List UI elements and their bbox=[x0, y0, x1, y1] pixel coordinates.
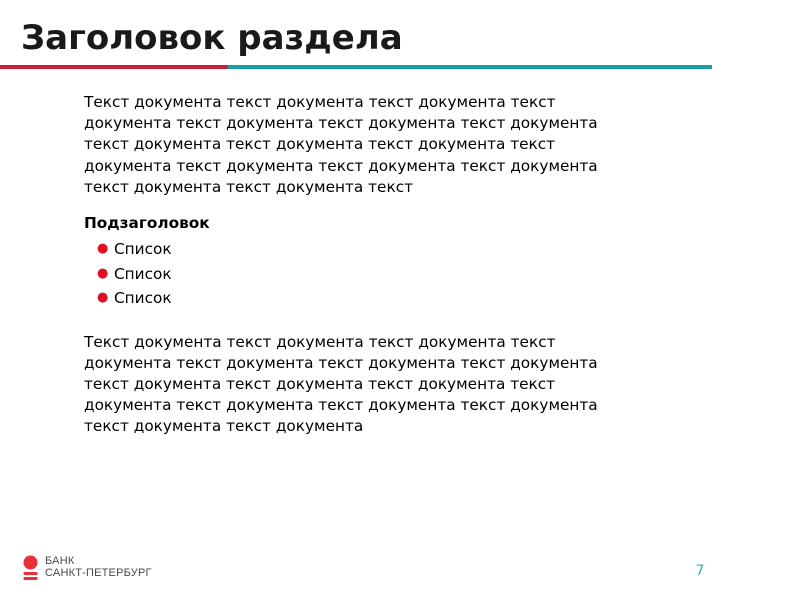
body-paragraph-2 bbox=[84, 332, 704, 438]
paragraph-line: текст документа текст документа текст документа текст bbox=[84, 135, 556, 154]
bank-logo-icon bbox=[22, 555, 39, 582]
paragraph-line: текст документа текст документа bbox=[84, 417, 364, 436]
bullet-icon: ● bbox=[97, 265, 109, 281]
title-divider bbox=[0, 65, 712, 69]
paragraph-line: Текст документа текст документа текст документа текст bbox=[84, 93, 556, 111]
paragraph-line: Текст документа текст документа текст документа текст bbox=[84, 332, 556, 351]
bank-logo-line-1: БАНК bbox=[45, 555, 75, 567]
bank-logo-text bbox=[45, 555, 152, 579]
title-divider-teal-segment bbox=[228, 65, 712, 69]
bank-logo-line-2: САНКТ-ПЕТЕРБУРГ bbox=[45, 567, 152, 579]
page-number: 7 bbox=[695, 563, 705, 579]
paragraph-line: документа текст документа текст документа текст документа bbox=[84, 353, 598, 372]
list-item-text: Список bbox=[114, 240, 172, 259]
paragraph-line: документа текст документа текст документа текст документа bbox=[84, 114, 598, 133]
title-divider-red-segment bbox=[0, 65, 228, 69]
bullet-icon: ● bbox=[97, 290, 109, 306]
slide-body bbox=[84, 92, 704, 438]
paragraph-line: документа текст документа текст документа текст документа bbox=[84, 156, 598, 175]
list-item bbox=[84, 262, 704, 287]
list-item-text: Список bbox=[114, 289, 172, 308]
slide-title: Заголовок раздела bbox=[21, 18, 403, 58]
bank-logo bbox=[22, 555, 152, 582]
list-item bbox=[84, 286, 704, 311]
list-item bbox=[84, 237, 704, 262]
subheading: Подзаголовок bbox=[84, 214, 210, 233]
paragraph-line: текст документа текст документа текст документа текст bbox=[84, 374, 556, 393]
paragraph-line: документа текст документа текст документа текст документа bbox=[84, 396, 598, 415]
bullet-list bbox=[84, 237, 704, 311]
bullet-icon: ● bbox=[97, 241, 109, 257]
paragraph-line: текст документа текст документа текст bbox=[84, 177, 414, 196]
body-paragraph-1 bbox=[84, 92, 704, 198]
list-item-text: Список bbox=[114, 264, 172, 283]
